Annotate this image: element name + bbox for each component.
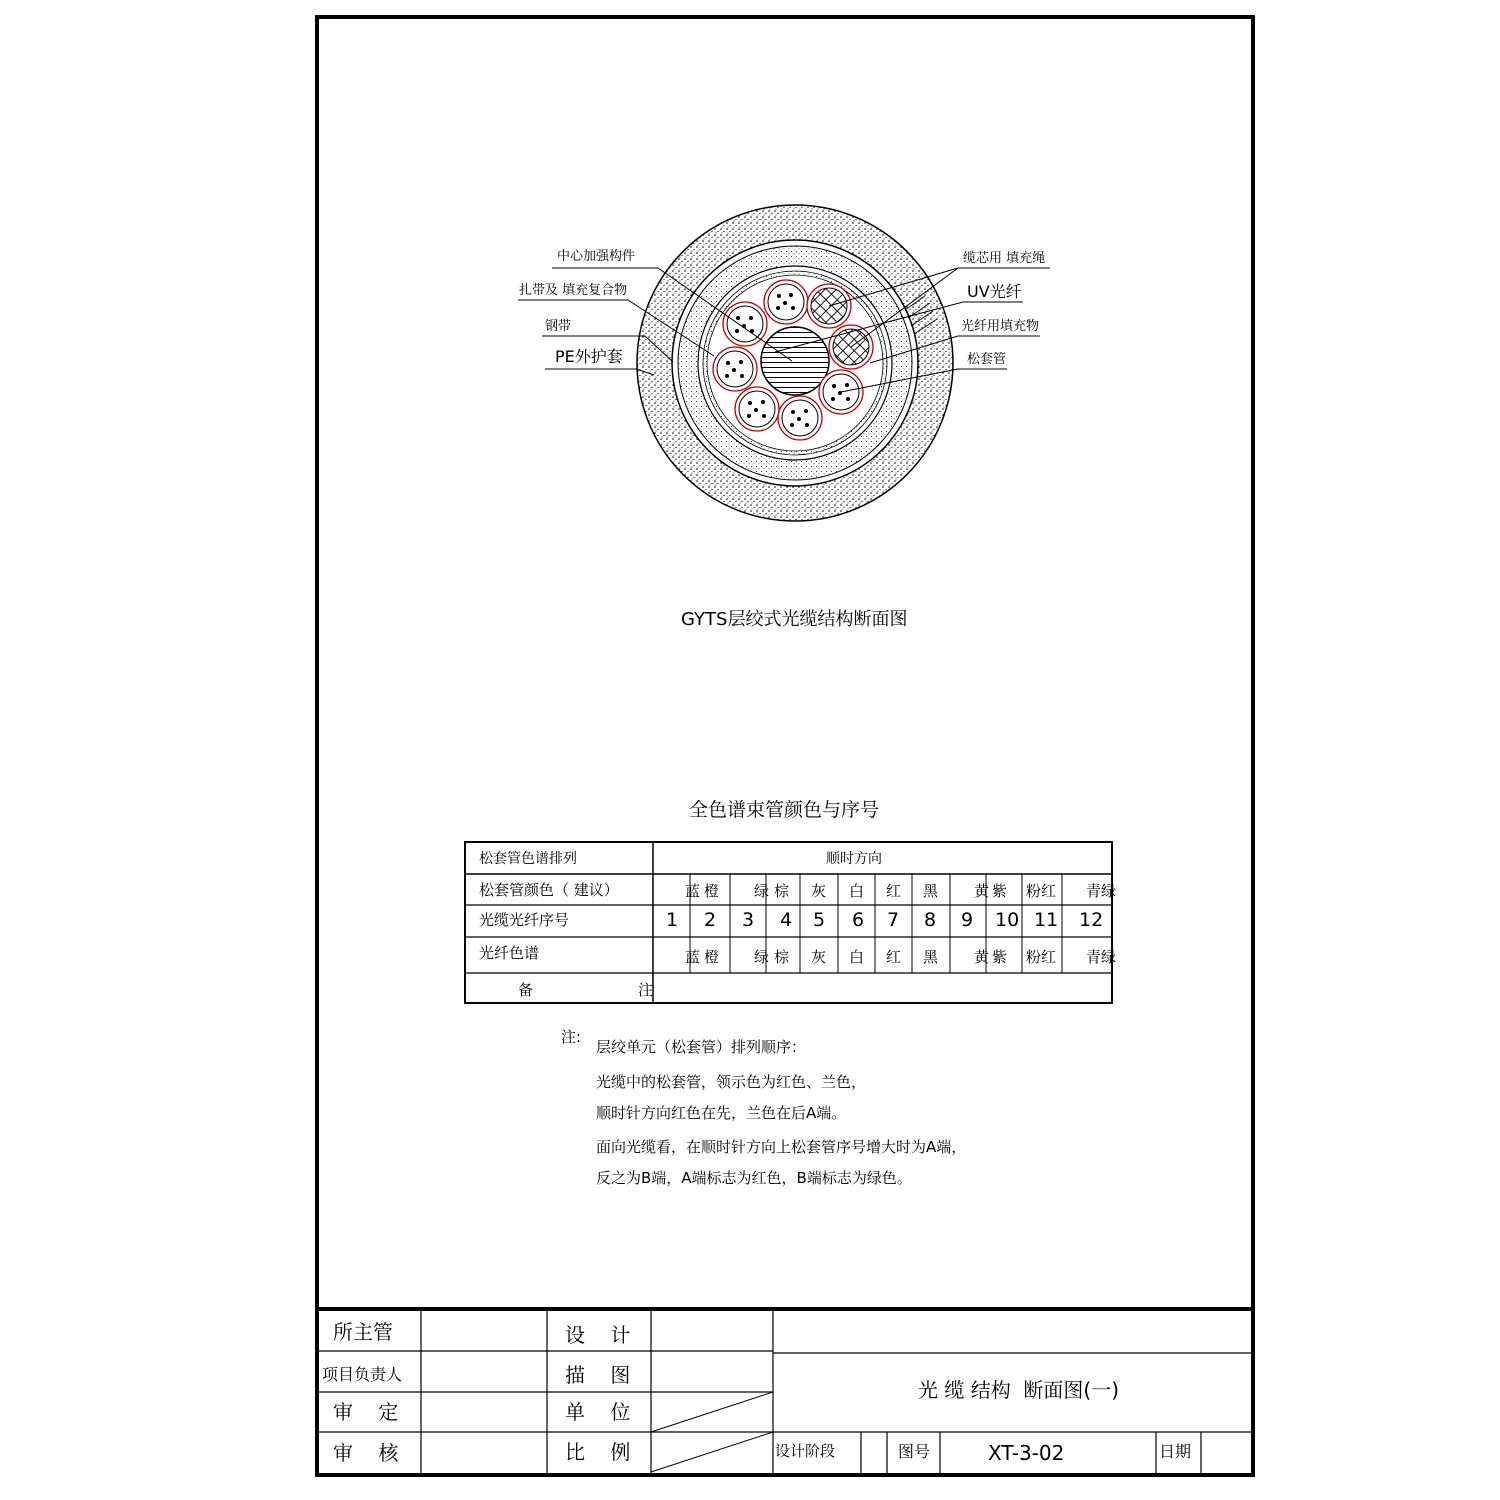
tube-color-cell: 棕 — [774, 882, 790, 900]
tb-drawing-title: 光 缆 结构 断面图(一) — [918, 1378, 1120, 1402]
fiber-color-cell: 白 — [849, 948, 865, 966]
fiber-number-cell: 2 — [704, 909, 717, 931]
loose-tube — [713, 347, 757, 391]
notes-heading: 注: — [561, 1028, 582, 1046]
note-line: 光缆中的松套管，领示色为红色、兰色， — [596, 1073, 867, 1091]
fiber-number-cell: 7 — [887, 909, 900, 931]
label-pe-jacket: PE外护套 — [555, 347, 623, 366]
label-binder-and-compound: 扎带及 填充复合物 — [519, 283, 628, 298]
tube-color-cell: 白 — [849, 882, 865, 900]
fiber-number-cell: 4 — [780, 909, 793, 931]
fiber-number-cell: 5 — [813, 909, 826, 931]
tb-label-drawing: 描 图 — [565, 1363, 631, 1387]
label-fiber-filling: 光纤用填充物 — [961, 319, 1040, 334]
tb-stage-label: 设计阶段 — [775, 1442, 836, 1460]
label-uv-fiber: UV光纤 — [967, 282, 1022, 301]
fiber-color-cell: 灰 — [811, 948, 827, 966]
fiber-color-cell: 粉红 — [1026, 948, 1057, 966]
row-value-direction: 顺时方向 — [826, 851, 882, 867]
row-label-sequence: 松套管色谱排列 — [479, 851, 577, 867]
fiber-number-cell: 3 — [742, 909, 755, 931]
cable-cross-section — [637, 205, 953, 521]
note-line: 反之为B端，A端标志为红色，B端标志为绿色。 — [596, 1169, 912, 1187]
tube-color-cell: 蓝 — [685, 882, 701, 900]
table-title: 全色谱束管颜色与序号 — [689, 799, 880, 821]
row-label-remarks-b: 注 — [638, 981, 654, 999]
tube-color-cell: 粉红 — [1026, 882, 1057, 900]
tb-label-chief: 所主管 — [333, 1320, 393, 1344]
fiber-number-cell: 12 — [1079, 909, 1104, 931]
tube-color-cell: 橙 — [704, 882, 720, 900]
tb-label-design: 设 计 — [565, 1323, 631, 1347]
tb-label-project-lead: 项目负责人 — [322, 1365, 403, 1384]
fiber-color-cell: 黄 — [974, 948, 990, 966]
tb-number-label: 图号 — [898, 1442, 931, 1461]
fiber-color-cell: 橙 — [704, 948, 720, 966]
central-strength-member — [761, 327, 829, 395]
fiber-color-cell: 紫 — [992, 948, 1008, 966]
tb-label-unit: 单 位 — [565, 1400, 631, 1424]
tube-color-cell: 青绿 — [1086, 882, 1117, 900]
row-label-tube-color: 松套管颜色（ 建议） — [479, 881, 619, 899]
tb-label-review: 审 核 — [333, 1441, 399, 1465]
label-steel-tape: 钢带 — [545, 319, 572, 334]
tube-color-cell: 灰 — [811, 882, 827, 900]
row-label-fiber-number: 光缆光纤序号 — [479, 911, 570, 929]
fiber-color-cell: 青绿 — [1086, 948, 1117, 966]
tb-date-label: 日期 — [1159, 1442, 1192, 1461]
label-loose-tube: 松套管 — [967, 352, 1007, 367]
diagram-caption: GYTS层绞式光缆结构断面图 — [681, 609, 908, 630]
fiber-color-cell: 绿 — [754, 948, 770, 966]
fiber-number-cell: 1 — [666, 909, 679, 931]
fiber-number-cell: 6 — [852, 909, 865, 931]
tube-color-cell: 黄 — [974, 882, 990, 900]
loose-tube — [778, 396, 822, 440]
fiber-color-cell: 蓝 — [685, 948, 701, 966]
label-core-filler-rope: 缆芯用 填充绳 — [963, 251, 1046, 266]
fiber-number-cell: 10 — [995, 909, 1020, 931]
fiber-number-cell: 8 — [924, 909, 937, 931]
fiber-number-cell: 11 — [1034, 909, 1059, 931]
fiber-number-cell: 9 — [961, 909, 974, 931]
tube-color-cell: 紫 — [992, 882, 1008, 900]
tube-color-cell: 黑 — [923, 882, 939, 900]
tube-color-cell: 绿 — [754, 882, 770, 900]
label-central-strength-member: 中心加强构件 — [557, 249, 636, 264]
fiber-color-cell: 红 — [886, 948, 902, 966]
note-line: 面向光缆看，在顺时针方向上松套管序号增大时为A端， — [596, 1138, 967, 1156]
loose-tube — [764, 280, 808, 324]
tb-number-value: XT-3-02 — [988, 1441, 1065, 1465]
fiber-color-cell: 黑 — [923, 948, 939, 966]
row-label-remarks-a: 备 — [518, 981, 534, 999]
row-label-fiber-color: 光纤色谱 — [479, 944, 540, 962]
fiber-color-cell: 棕 — [774, 948, 790, 966]
note-line: 层绞单元（松套管）排列顺序： — [596, 1038, 807, 1056]
loose-tube — [735, 387, 779, 431]
tb-label-scale: 比 例 — [565, 1440, 631, 1464]
note-line: 顺时针方向红色在先，兰色在后A端。 — [596, 1104, 847, 1122]
tube-color-cell: 红 — [886, 882, 902, 900]
tb-label-approve: 审 定 — [333, 1400, 399, 1424]
